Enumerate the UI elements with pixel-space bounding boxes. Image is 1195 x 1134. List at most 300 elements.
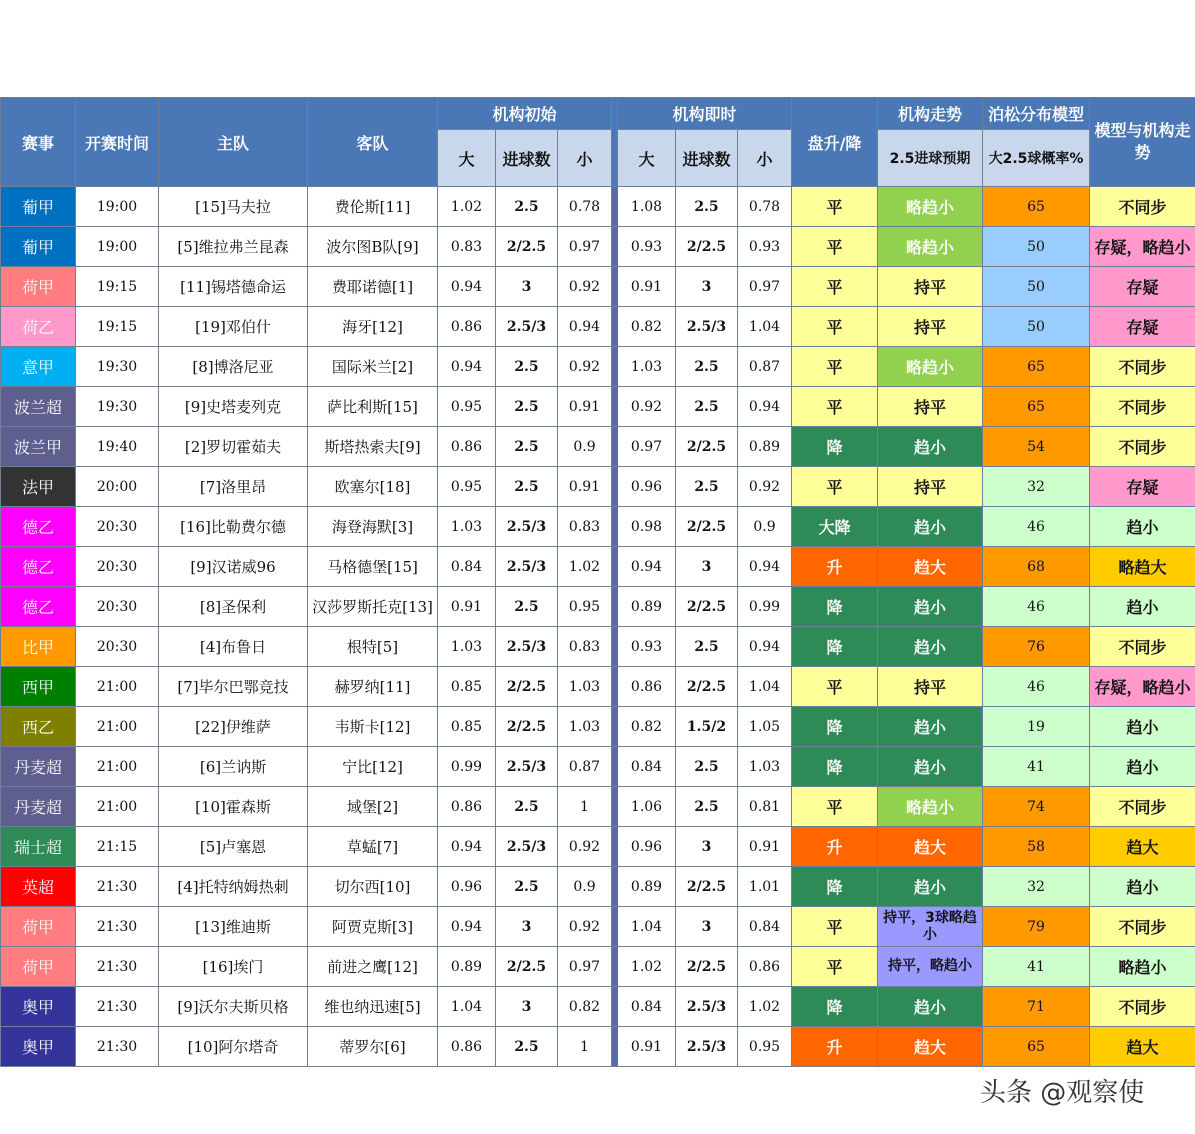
league-cell: 西甲: [1, 667, 76, 707]
table-row: [1, 1027, 1195, 1067]
market-trend: 持平，略趋小: [878, 947, 983, 987]
live-goal-line: 2.5: [676, 387, 738, 427]
away-team: 赫罗纳[11]: [308, 667, 438, 707]
home-team: [16]埃门: [159, 947, 308, 987]
initial-goal-line: 2/2.5: [496, 947, 558, 987]
initial-goal-line: 2.5/3: [496, 307, 558, 347]
initial-over-odds: 0.83: [438, 227, 496, 267]
live-goal-line: 2.5/3: [676, 307, 738, 347]
model-sync: 不同步: [1090, 347, 1195, 387]
table-row: [1, 587, 1195, 627]
table-row: [1, 267, 1195, 307]
line-change: 平: [792, 947, 878, 987]
line-change: 降: [792, 587, 878, 627]
initial-under-odds: 0.97: [558, 947, 612, 987]
market-trend: 略趋小: [878, 227, 983, 267]
live-goal-line: 2.5: [676, 747, 738, 787]
league-cell: 葡甲: [1, 187, 76, 227]
live-goal-line: 2.5: [676, 787, 738, 827]
table-row: [1, 547, 1195, 587]
kickoff-time: 21:00: [76, 747, 159, 787]
live-over-odds: 1.02: [618, 947, 676, 987]
table-row: [1, 507, 1195, 547]
market-trend: 略趋小: [878, 187, 983, 227]
league-cell: 德乙: [1, 507, 76, 547]
initial-under-odds: 1.03: [558, 667, 612, 707]
away-team: 波尔图B队[9]: [308, 227, 438, 267]
initial-over-odds: 0.95: [438, 467, 496, 507]
initial-under-odds: 0.92: [558, 827, 612, 867]
header-trend-sub: 2.5进球预期: [878, 130, 983, 187]
table-row: [1, 787, 1195, 827]
market-trend: 趋小: [878, 747, 983, 787]
league-cell: 波兰甲: [1, 427, 76, 467]
away-team: 斯塔热索夫[9]: [308, 427, 438, 467]
table-row: [1, 747, 1195, 787]
line-change: 平: [792, 907, 878, 947]
poisson-probability: 76: [983, 627, 1090, 667]
league-cell: 英超: [1, 867, 76, 907]
header-line-change: 盘升/降: [792, 98, 878, 187]
kickoff-time: 19:30: [76, 387, 159, 427]
model-sync: 趋小: [1090, 747, 1195, 787]
league-cell: 瑞士超: [1, 827, 76, 867]
home-team: [10]霍森斯: [159, 787, 308, 827]
poisson-probability: 65: [983, 1027, 1090, 1067]
initial-over-odds: 0.85: [438, 707, 496, 747]
initial-over-odds: 0.84: [438, 547, 496, 587]
initial-under-odds: 0.82: [558, 987, 612, 1027]
header-initial-over: 大: [438, 130, 496, 187]
home-team: [8]圣保利: [159, 587, 308, 627]
league-cell: 荷甲: [1, 907, 76, 947]
live-goal-line: 2/2.5: [676, 667, 738, 707]
home-team: [7]洛里昂: [159, 467, 308, 507]
poisson-probability: 50: [983, 267, 1090, 307]
kickoff-time: 19:30: [76, 347, 159, 387]
live-goal-line: 3: [676, 907, 738, 947]
kickoff-time: 21:30: [76, 867, 159, 907]
table-row: [1, 347, 1195, 387]
line-change: 降: [792, 867, 878, 907]
initial-over-odds: 0.91: [438, 587, 496, 627]
table-row: [1, 947, 1195, 987]
live-goal-line: 2/2.5: [676, 227, 738, 267]
initial-goal-line: 2/2.5: [496, 227, 558, 267]
model-sync: 不同步: [1090, 627, 1195, 667]
poisson-probability: 41: [983, 747, 1090, 787]
table-row: [1, 987, 1195, 1027]
kickoff-time: 19:00: [76, 187, 159, 227]
model-sync: 不同步: [1090, 427, 1195, 467]
initial-under-odds: 0.78: [558, 187, 612, 227]
initial-under-odds: 0.9: [558, 867, 612, 907]
model-sync: 略趋小: [1090, 947, 1195, 987]
initial-over-odds: 0.86: [438, 307, 496, 347]
header-initial-group: 机构初始: [438, 98, 612, 130]
league-cell: 法甲: [1, 467, 76, 507]
initial-under-odds: 1: [558, 787, 612, 827]
table-row: [1, 467, 1195, 507]
live-under-odds: 0.94: [738, 387, 792, 427]
home-team: [5]卢塞恩: [159, 827, 308, 867]
table-header: [1, 98, 1195, 187]
model-sync: 略趋大: [1090, 547, 1195, 587]
live-goal-line: 2.5: [676, 347, 738, 387]
table-row: [1, 867, 1195, 907]
away-team: 韦斯卡[12]: [308, 707, 438, 747]
poisson-probability: 71: [983, 987, 1090, 1027]
away-team: 维也纳迅速[5]: [308, 987, 438, 1027]
line-change: 平: [792, 307, 878, 347]
table-row: [1, 667, 1195, 707]
table-row: [1, 627, 1195, 667]
away-team: 域堡[2]: [308, 787, 438, 827]
kickoff-time: 21:30: [76, 907, 159, 947]
initial-goal-line: 3: [496, 907, 558, 947]
model-sync: 不同步: [1090, 387, 1195, 427]
initial-under-odds: 0.92: [558, 267, 612, 307]
model-sync: 趋小: [1090, 587, 1195, 627]
line-change: 升: [792, 827, 878, 867]
home-team: [5]维拉弗兰昆森: [159, 227, 308, 267]
market-trend: 略趋小: [878, 787, 983, 827]
home-team: [7]毕尔巴鄂竞技: [159, 667, 308, 707]
live-over-odds: 1.03: [618, 347, 676, 387]
line-change: 降: [792, 747, 878, 787]
live-under-odds: 0.93: [738, 227, 792, 267]
live-over-odds: 0.97: [618, 427, 676, 467]
initial-under-odds: 0.92: [558, 347, 612, 387]
initial-under-odds: 0.83: [558, 627, 612, 667]
home-team: [4]布鲁日: [159, 627, 308, 667]
initial-over-odds: 0.94: [438, 827, 496, 867]
away-team: 欧塞尔[18]: [308, 467, 438, 507]
initial-over-odds: 0.94: [438, 267, 496, 307]
kickoff-time: 21:30: [76, 1027, 159, 1067]
initial-under-odds: 0.91: [558, 387, 612, 427]
home-team: [4]托特纳姆热刺: [159, 867, 308, 907]
live-goal-line: 2/2.5: [676, 587, 738, 627]
table-row: [1, 907, 1195, 947]
live-under-odds: 0.92: [738, 467, 792, 507]
league-cell: 德乙: [1, 547, 76, 587]
kickoff-time: 20:30: [76, 587, 159, 627]
live-under-odds: 0.94: [738, 547, 792, 587]
away-team: 海牙[12]: [308, 307, 438, 347]
initial-goal-line: 2.5/3: [496, 747, 558, 787]
live-under-odds: 1.01: [738, 867, 792, 907]
kickoff-time: 19:40: [76, 427, 159, 467]
table-row: [1, 707, 1195, 747]
model-sync: 存疑: [1090, 307, 1195, 347]
live-under-odds: 0.87: [738, 347, 792, 387]
kickoff-time: 21:15: [76, 827, 159, 867]
header-poisson-sub: 大2.5球概率%: [983, 130, 1090, 187]
home-team: [13]维迪斯: [159, 907, 308, 947]
initial-goal-line: 2.5/3: [496, 827, 558, 867]
line-change: 大降: [792, 507, 878, 547]
poisson-probability: 68: [983, 547, 1090, 587]
live-under-odds: 0.97: [738, 267, 792, 307]
live-goal-line: 2.5: [676, 467, 738, 507]
table-body: [1, 187, 1195, 1067]
initial-over-odds: 0.86: [438, 787, 496, 827]
home-team: [11]锡塔德命运: [159, 267, 308, 307]
poisson-probability: 46: [983, 667, 1090, 707]
line-change: 平: [792, 667, 878, 707]
poisson-probability: 50: [983, 227, 1090, 267]
initial-under-odds: 0.92: [558, 907, 612, 947]
initial-goal-line: 2.5: [496, 1027, 558, 1067]
market-trend: 趋小: [878, 507, 983, 547]
market-trend: 趋小: [878, 987, 983, 1027]
poisson-probability: 32: [983, 467, 1090, 507]
header-sync: 模型与机构走势: [1090, 98, 1195, 187]
live-over-odds: 0.84: [618, 987, 676, 1027]
header-home: 主队: [159, 98, 308, 187]
table-row: [1, 387, 1195, 427]
watermark-text: 头条 @观察使: [980, 1078, 1145, 1108]
market-trend: 持平: [878, 267, 983, 307]
line-change: 平: [792, 187, 878, 227]
header-live-goals: 进球数: [676, 130, 738, 187]
live-over-odds: 0.98: [618, 507, 676, 547]
initial-over-odds: 0.99: [438, 747, 496, 787]
initial-goal-line: 2.5/3: [496, 627, 558, 667]
live-under-odds: 0.95: [738, 1027, 792, 1067]
away-team: 汉莎罗斯托克[13]: [308, 587, 438, 627]
live-goal-line: 1.5/2: [676, 707, 738, 747]
away-team: 蒂罗尔[6]: [308, 1027, 438, 1067]
poisson-probability: 32: [983, 867, 1090, 907]
market-trend: 持平: [878, 467, 983, 507]
model-sync: 不同步: [1090, 987, 1195, 1027]
initial-over-odds: 0.96: [438, 867, 496, 907]
kickoff-time: 21:00: [76, 707, 159, 747]
live-over-odds: 1.08: [618, 187, 676, 227]
league-cell: 丹麦超: [1, 747, 76, 787]
initial-over-odds: 0.94: [438, 347, 496, 387]
away-team: 根特[5]: [308, 627, 438, 667]
line-change: 平: [792, 787, 878, 827]
line-change: 降: [792, 627, 878, 667]
initial-under-odds: 1.02: [558, 547, 612, 587]
poisson-probability: 50: [983, 307, 1090, 347]
initial-goal-line: 2.5: [496, 387, 558, 427]
kickoff-time: 20:30: [76, 547, 159, 587]
line-change: 降: [792, 427, 878, 467]
initial-goal-line: 2.5: [496, 787, 558, 827]
live-under-odds: 0.94: [738, 627, 792, 667]
model-sync: 趋小: [1090, 707, 1195, 747]
header-time: 开赛时间: [76, 98, 159, 187]
initial-over-odds: 1.03: [438, 507, 496, 547]
header-live-over: 大: [618, 130, 676, 187]
home-team: [10]阿尔塔奇: [159, 1027, 308, 1067]
line-change: 升: [792, 547, 878, 587]
table-row: [1, 307, 1195, 347]
live-over-odds: 0.84: [618, 747, 676, 787]
initial-goal-line: 2.5: [496, 347, 558, 387]
kickoff-time: 21:30: [76, 947, 159, 987]
model-sync: 存疑: [1090, 467, 1195, 507]
live-goal-line: 3: [676, 827, 738, 867]
market-trend: 持平: [878, 307, 983, 347]
line-change: 平: [792, 387, 878, 427]
model-sync: 趋小: [1090, 507, 1195, 547]
initial-goal-line: 3: [496, 267, 558, 307]
header-trend-group: 机构走势: [878, 98, 983, 130]
initial-over-odds: 0.94: [438, 907, 496, 947]
league-cell: 意甲: [1, 347, 76, 387]
line-change: 平: [792, 467, 878, 507]
away-team: 前进之鹰[12]: [308, 947, 438, 987]
market-trend: 持平，3球略趋小: [878, 907, 983, 947]
poisson-probability: 65: [983, 347, 1090, 387]
live-under-odds: 0.78: [738, 187, 792, 227]
home-team: [16]比勒费尔德: [159, 507, 308, 547]
home-team: [8]博洛尼亚: [159, 347, 308, 387]
kickoff-time: 19:00: [76, 227, 159, 267]
live-over-odds: 0.93: [618, 227, 676, 267]
poisson-probability: 79: [983, 907, 1090, 947]
kickoff-time: 21:00: [76, 787, 159, 827]
home-team: [2]罗切霍茹夫: [159, 427, 308, 467]
initial-goal-line: 2.5: [496, 187, 558, 227]
model-sync: 存疑: [1090, 267, 1195, 307]
model-sync: 存疑，略趋小: [1090, 227, 1195, 267]
live-goal-line: 2/2.5: [676, 867, 738, 907]
market-trend: 趋大: [878, 547, 983, 587]
league-cell: 德乙: [1, 587, 76, 627]
live-under-odds: 0.89: [738, 427, 792, 467]
live-under-odds: 0.86: [738, 947, 792, 987]
live-over-odds: 0.82: [618, 307, 676, 347]
header-league: 赛事: [1, 98, 76, 187]
kickoff-time: 20:30: [76, 627, 159, 667]
league-cell: 丹麦超: [1, 787, 76, 827]
live-under-odds: 0.81: [738, 787, 792, 827]
market-trend: 趋小: [878, 587, 983, 627]
live-under-odds: 1.04: [738, 667, 792, 707]
initial-goal-line: 2.5: [496, 587, 558, 627]
header-initial-goals: 进球数: [496, 130, 558, 187]
home-team: [9]史塔麦列克: [159, 387, 308, 427]
live-over-odds: 0.89: [618, 587, 676, 627]
market-trend: 趋大: [878, 827, 983, 867]
market-trend: 持平: [878, 667, 983, 707]
league-cell: 荷甲: [1, 267, 76, 307]
header-live-group: 机构即时: [618, 98, 792, 130]
home-team: [15]马夫拉: [159, 187, 308, 227]
market-trend: 趋大: [878, 1027, 983, 1067]
live-goal-line: 2/2.5: [676, 947, 738, 987]
market-trend: 略趋小: [878, 347, 983, 387]
live-over-odds: 0.96: [618, 827, 676, 867]
live-goal-line: 2/2.5: [676, 507, 738, 547]
away-team: 费伦斯[11]: [308, 187, 438, 227]
line-change: 平: [792, 227, 878, 267]
table-row: [1, 827, 1195, 867]
away-team: 宁比[12]: [308, 747, 438, 787]
home-team: [6]兰讷斯: [159, 747, 308, 787]
live-goal-line: 2.5/3: [676, 1027, 738, 1067]
live-over-odds: 0.89: [618, 867, 676, 907]
live-over-odds: 1.04: [618, 907, 676, 947]
league-cell: 西乙: [1, 707, 76, 747]
live-under-odds: 0.9: [738, 507, 792, 547]
kickoff-time: 21:30: [76, 987, 159, 1027]
live-over-odds: 0.92: [618, 387, 676, 427]
live-goal-line: 2.5: [676, 627, 738, 667]
market-trend: 趋小: [878, 627, 983, 667]
model-sync: 不同步: [1090, 907, 1195, 947]
line-change: 降: [792, 707, 878, 747]
initial-over-odds: 0.95: [438, 387, 496, 427]
live-over-odds: 0.94: [618, 547, 676, 587]
away-team: 阿贾克斯[3]: [308, 907, 438, 947]
home-team: [9]汉诺威96: [159, 547, 308, 587]
market-trend: 趋小: [878, 427, 983, 467]
poisson-probability: 46: [983, 587, 1090, 627]
kickoff-time: 20:00: [76, 467, 159, 507]
home-team: [9]沃尔夫斯贝格: [159, 987, 308, 1027]
league-cell: 葡甲: [1, 227, 76, 267]
model-sync: 趋小: [1090, 867, 1195, 907]
live-goal-line: 3: [676, 547, 738, 587]
live-over-odds: 0.82: [618, 707, 676, 747]
away-team: 草蜢[7]: [308, 827, 438, 867]
kickoff-time: 20:30: [76, 507, 159, 547]
initial-over-odds: 0.86: [438, 427, 496, 467]
league-cell: 比甲: [1, 627, 76, 667]
odds-table: [0, 97, 1195, 1067]
poisson-probability: 46: [983, 507, 1090, 547]
live-under-odds: 0.91: [738, 827, 792, 867]
live-over-odds: 1.06: [618, 787, 676, 827]
poisson-probability: 19: [983, 707, 1090, 747]
live-under-odds: 1.02: [738, 987, 792, 1027]
table-row: [1, 187, 1195, 227]
market-trend: 持平: [878, 387, 983, 427]
initial-goal-line: 2.5/3: [496, 547, 558, 587]
away-team: 切尔西[10]: [308, 867, 438, 907]
poisson-probability: 65: [983, 387, 1090, 427]
league-cell: 荷甲: [1, 947, 76, 987]
initial-under-odds: 1.03: [558, 707, 612, 747]
live-over-odds: 0.93: [618, 627, 676, 667]
live-under-odds: 1.03: [738, 747, 792, 787]
poisson-probability: 65: [983, 187, 1090, 227]
line-change: 平: [792, 267, 878, 307]
model-sync: 趋大: [1090, 827, 1195, 867]
initial-under-odds: 0.87: [558, 747, 612, 787]
away-team: 费耶诺德[1]: [308, 267, 438, 307]
line-change: 平: [792, 347, 878, 387]
model-sync: 存疑，略趋小: [1090, 667, 1195, 707]
live-under-odds: 1.04: [738, 307, 792, 347]
initial-over-odds: 0.86: [438, 1027, 496, 1067]
header-away: 客队: [308, 98, 438, 187]
live-under-odds: 1.05: [738, 707, 792, 747]
live-over-odds: 0.91: [618, 1027, 676, 1067]
live-under-odds: 0.84: [738, 907, 792, 947]
away-team: 国际米兰[2]: [308, 347, 438, 387]
header-poisson-group: 泊松分布模型: [983, 98, 1090, 130]
kickoff-time: 19:15: [76, 307, 159, 347]
initial-goal-line: 2.5: [496, 467, 558, 507]
